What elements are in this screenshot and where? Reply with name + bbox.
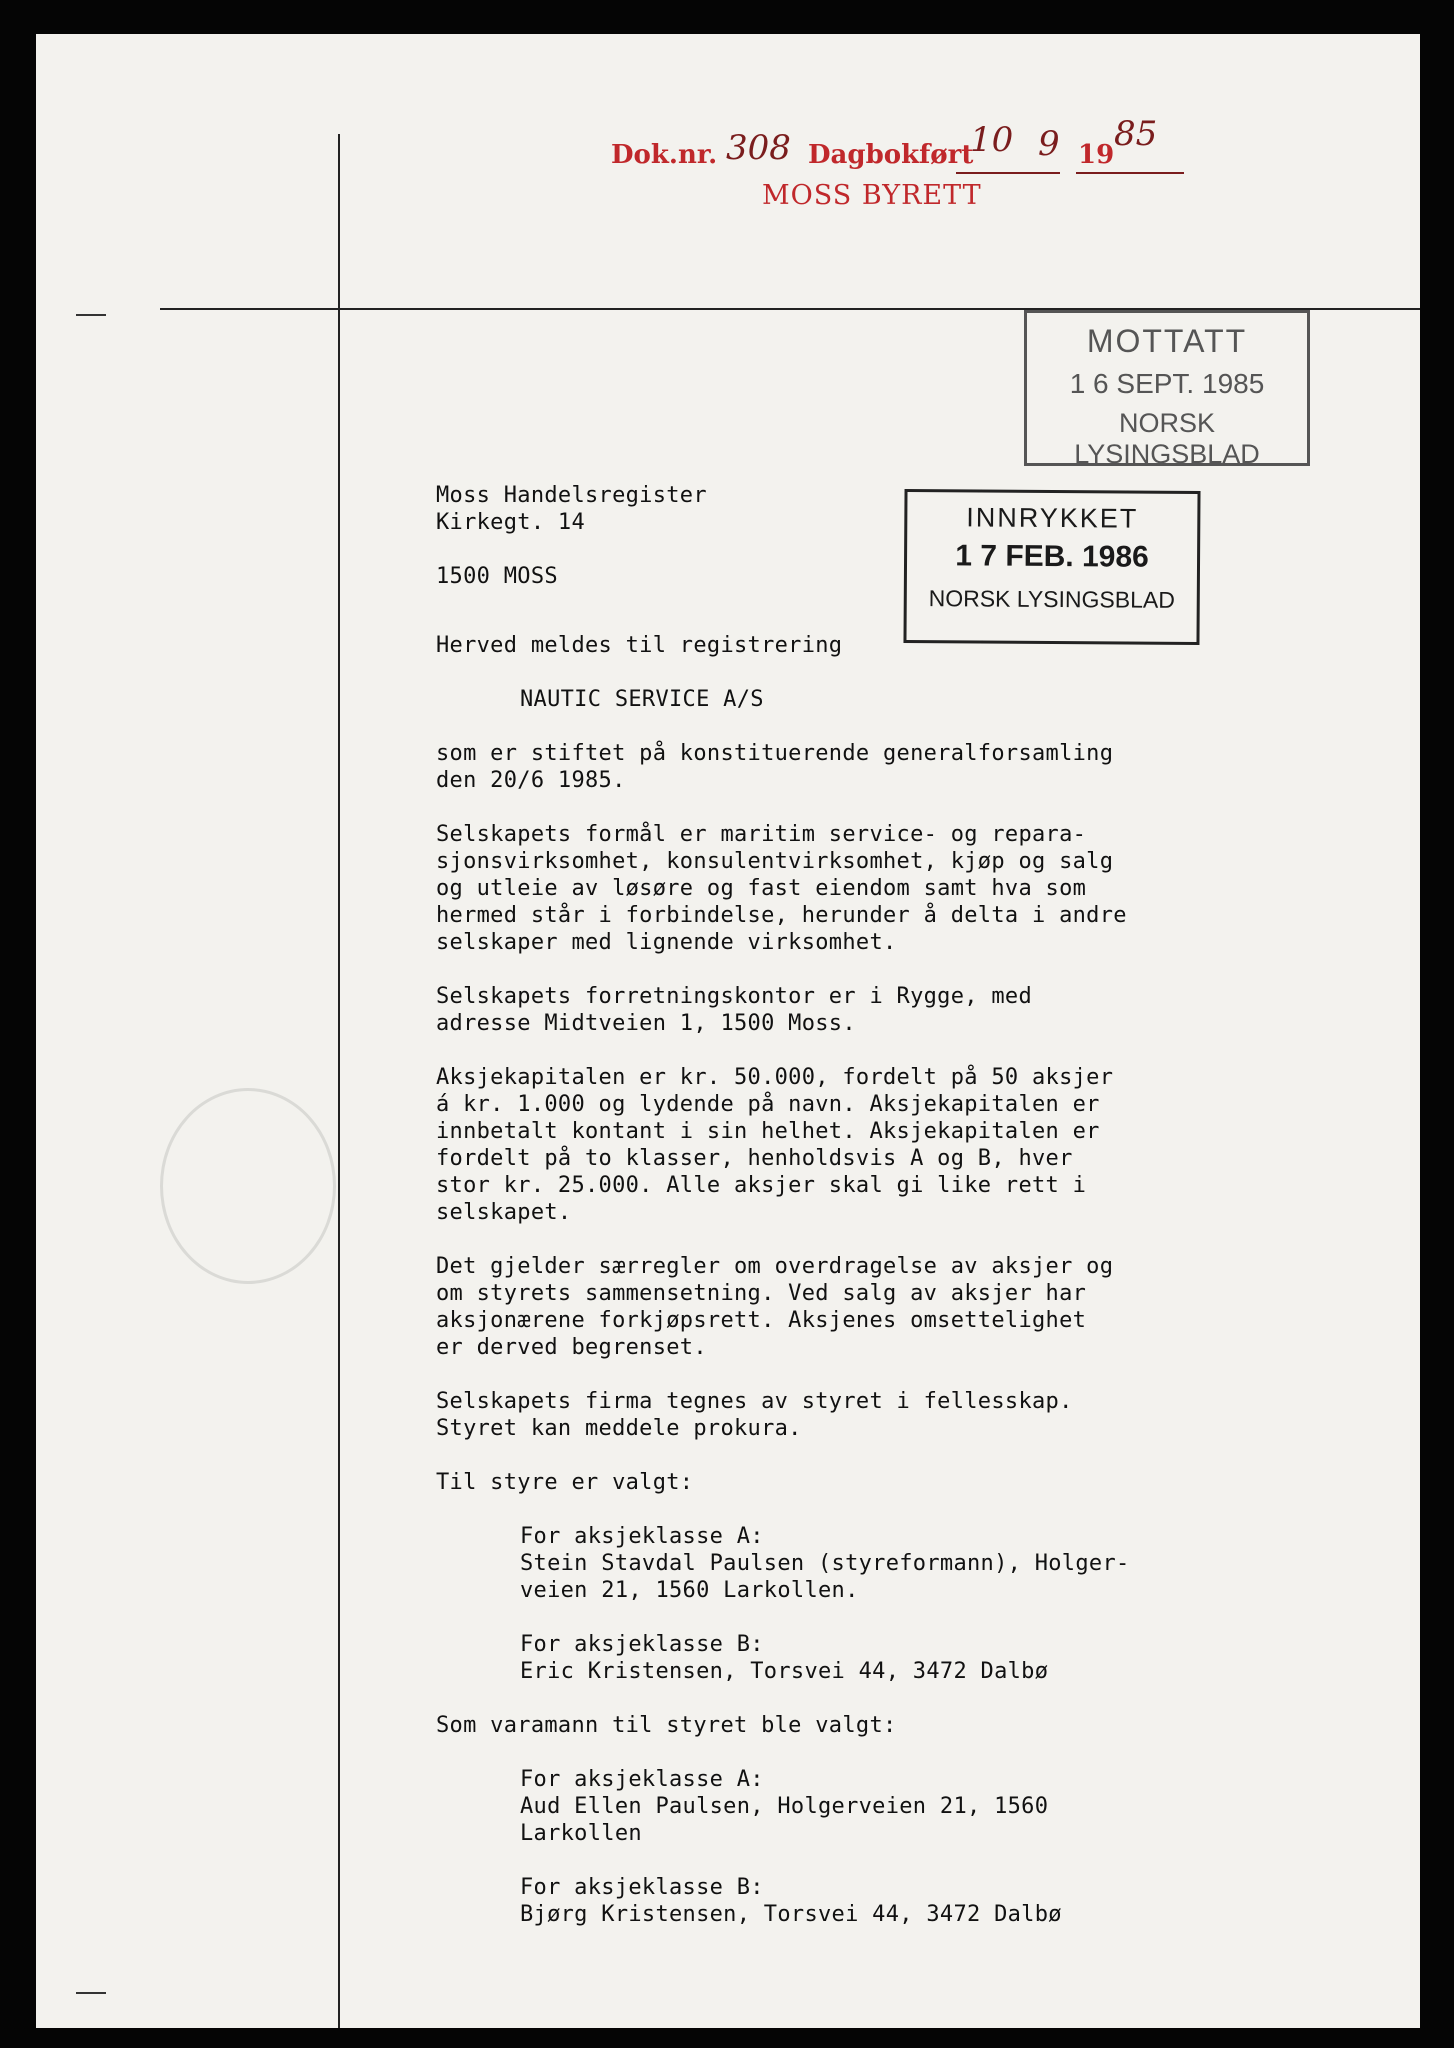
text-line: veien 21, 1560 Larkollen. xyxy=(520,1578,859,1603)
text-line: For aksjeklasse B: xyxy=(520,1875,764,1900)
intro-text: Herved meldes til registrering xyxy=(436,633,843,658)
address-line: 1500 MOSS xyxy=(436,564,558,589)
date-year: 85 xyxy=(1114,114,1158,154)
text-line: Det gjelder særregler om overdragelse av aksjer og xyxy=(436,1254,1114,1279)
text-line: adresse Midtveien 1, 1500 Moss. xyxy=(436,1011,856,1036)
text-line: hermed står i forbindelse, herunder å delta i andre xyxy=(436,903,1127,928)
text-line: Stein Stavdal Paulsen (styreformann), Holger- xyxy=(520,1551,1130,1576)
margin-tick xyxy=(76,1992,106,1994)
stamp-mottatt-org: NORSK LYSINGSBLAD xyxy=(1074,408,1260,469)
stamp-innrykket-title: INNRYKKET xyxy=(966,502,1139,534)
stamp-mottatt-title: MOTTATT xyxy=(1086,323,1248,359)
margin-rule-vertical xyxy=(338,134,340,2028)
faint-seal xyxy=(160,1088,336,1284)
text-line: Styret kan meddele prokura. xyxy=(436,1416,802,1441)
text-line: Aud Ellen Paulsen, Holgerveien 21, 1560 xyxy=(520,1794,1049,1819)
text-line: Selskapets firma tegnes av styret i fellesskap. xyxy=(436,1389,1073,1414)
year-underline xyxy=(1076,172,1184,174)
text-line: som er stiftet på konstituerende generalforsamling xyxy=(436,741,1114,766)
text-line: innbetalt kontant i sin helhet. Aksjekapitalen er xyxy=(436,1119,1100,1144)
date-day: 10 xyxy=(970,120,1014,160)
text-line: selskapet. xyxy=(436,1200,572,1225)
text-line: Eric Kristensen, Torsvei 44, 3472 Dalbø xyxy=(520,1659,1049,1684)
document-page xyxy=(36,34,1420,2028)
paragraph-founding xyxy=(436,740,1292,794)
text-line: aksjonærene forkjøpsrett. Aksjenes omsettelighet xyxy=(436,1308,1087,1333)
text-line: Aksjekapitalen er kr. 50.000, fordelt på 50 aksjer xyxy=(436,1065,1114,1090)
text-line: For aksjeklasse A: xyxy=(520,1524,764,1549)
text-line: Selskapets forretningskontor er i Rygge, med xyxy=(436,984,1032,1009)
stamp-mottatt xyxy=(1024,310,1310,469)
stamp-innrykket-org: NORSK LYSINGSBLAD xyxy=(928,585,1175,613)
paragraph-purpose xyxy=(436,821,1292,956)
address-block xyxy=(436,482,1292,590)
text-line: Selskapets formål er maritim service- og repara- xyxy=(436,822,1087,847)
court-name: MOSS BYRETT xyxy=(762,180,982,211)
text-line: á kr. 1.000 og lydende på navn. Aksjekapitalen er xyxy=(436,1092,1100,1117)
text-line: den 20/6 1985. xyxy=(436,768,626,793)
text-line: selskaper med lignende virksomhet. xyxy=(436,930,897,955)
letter-body xyxy=(436,482,1292,1955)
text-line: er derved begrenset. xyxy=(436,1335,707,1360)
paragraph-office xyxy=(436,983,1292,1037)
deputy-class-b xyxy=(436,1874,1292,1928)
text-line: For aksjeklasse B: xyxy=(520,1632,764,1657)
dagbok-label: Dagbokført xyxy=(808,140,974,170)
paragraph-special-rules xyxy=(436,1253,1292,1361)
date-underline xyxy=(956,172,1060,174)
margin-tick xyxy=(76,314,106,316)
address-line: Kirkegt. 14 xyxy=(436,510,585,535)
date-century: 19 xyxy=(1078,140,1115,170)
address-line: Moss Handelsregister xyxy=(436,483,707,508)
company-name: NAUTIC SERVICE A/S xyxy=(520,687,764,712)
board-class-a xyxy=(436,1523,1292,1604)
paragraph-capital xyxy=(436,1064,1292,1226)
deputy-class-a xyxy=(436,1766,1292,1847)
text-line: og utleie av løsøre og fast eiendom samt hva som xyxy=(436,876,1087,901)
board-heading: Til styre er valgt: xyxy=(436,1470,694,1495)
deputy-heading: Som varamann til styret ble valgt: xyxy=(436,1713,897,1738)
text-line: Larkollen xyxy=(520,1821,642,1846)
board-class-b xyxy=(436,1631,1292,1685)
text-line: stor kr. 25.000. Alle aksjer skal gi like rett i xyxy=(436,1173,1087,1198)
stamp-innrykket-date: 1 7 FEB. 1986 xyxy=(955,539,1149,574)
paragraph-signing xyxy=(436,1388,1292,1442)
dok-label: Dok.nr. xyxy=(611,140,718,170)
dok-number: 308 xyxy=(726,128,791,168)
text-line: sjonsvirksomhet, konsulentvirksomhet, kjøp og salg xyxy=(436,849,1114,874)
stamp-mottatt-date: 1 6 SEPT. 1985 xyxy=(1069,368,1265,399)
date-month: 9 xyxy=(1038,124,1060,164)
text-line: Bjørg Kristensen, Torsvei 44, 3472 Dalbø xyxy=(520,1902,1062,1927)
text-line: For aksjeklasse A: xyxy=(520,1767,764,1792)
text-line: om styrets sammensetning. Ved salg av aksjer har xyxy=(436,1281,1087,1306)
text-line: fordelt på to klasser, henholdsvis A og B, hver xyxy=(436,1146,1073,1171)
